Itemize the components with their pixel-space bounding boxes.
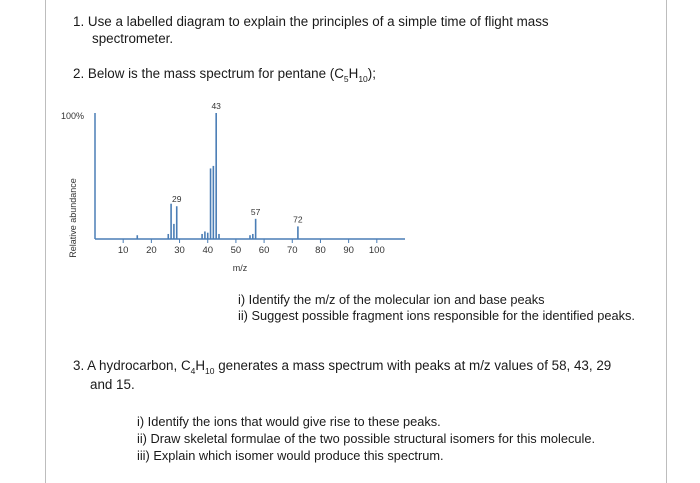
question-3-prefix: 3. A hydrocarbon, C bbox=[73, 358, 191, 373]
question-3-suffix: generates a mass spectrum with peaks at m/z values of 58, 43, 29 bbox=[214, 358, 612, 373]
q3-hydrogen: H bbox=[195, 358, 206, 373]
y-axis-label: Relative abundance bbox=[68, 178, 78, 258]
q3-subscript-carbon: 4 bbox=[190, 366, 196, 376]
x-tick-label: 80 bbox=[315, 245, 326, 256]
page-frame-left bbox=[45, 0, 46, 483]
question-2-parts bbox=[238, 292, 635, 324]
y-top-label: 100% bbox=[61, 111, 85, 121]
peak-label: 29 bbox=[171, 194, 182, 205]
x-tick-label: 100 bbox=[368, 245, 385, 256]
formula-subscript-carbon: 5 bbox=[343, 74, 349, 84]
x-tick-label: 40 bbox=[202, 245, 214, 256]
question-3-parts bbox=[137, 413, 595, 464]
x-tick-label: 50 bbox=[230, 245, 242, 256]
question-1-text-line1: Use a labelled diagram to explain the principles of a simple time of flight mass bbox=[87, 14, 549, 29]
question-2-intro bbox=[73, 65, 633, 84]
question-2-part-i: i) Identify the m/z of the molecular ion and base peaks bbox=[238, 292, 545, 307]
question-3 bbox=[73, 357, 653, 393]
x-tick-label: 60 bbox=[258, 245, 270, 256]
x-tick-label: 10 bbox=[117, 245, 129, 256]
x-axis-label: m/z bbox=[232, 263, 248, 273]
question-1 bbox=[73, 13, 633, 47]
question-3-part-i: i) Identify the ions that would give rise to these peaks. bbox=[137, 414, 441, 429]
x-tick-label: 30 bbox=[174, 245, 185, 256]
peak-label: 43 bbox=[211, 101, 221, 111]
question-1-text-line2: spectrometer. bbox=[92, 31, 174, 46]
question-1-number: 1. bbox=[73, 14, 85, 29]
question-3-part-iii: iii) Explain which isomer would produce this spectrum. bbox=[137, 448, 444, 463]
page-frame-right bbox=[666, 0, 667, 483]
question-2-suffix: ); bbox=[367, 66, 376, 81]
mass-spectrum-chart bbox=[55, 96, 405, 281]
mass-spectrum-svg bbox=[55, 96, 405, 276]
x-tick-label: 90 bbox=[343, 245, 354, 256]
question-2-part-ii: ii) Suggest possible fragment ions responsible for the identified peaks. bbox=[238, 308, 635, 323]
formula-hydrogen: H bbox=[348, 66, 359, 81]
q3-subscript-hydrogen: 10 bbox=[205, 366, 215, 376]
formula-subscript-hydrogen: 10 bbox=[358, 74, 368, 84]
peak-label: 72 bbox=[293, 214, 303, 225]
x-tick-label: 70 bbox=[286, 245, 298, 256]
peak-label: 57 bbox=[250, 206, 261, 217]
question-2-prefix: 2. Below is the mass spectrum for pentane (C bbox=[73, 66, 344, 81]
x-tick-label: 20 bbox=[146, 245, 157, 256]
question-3-part-ii: ii) Draw skeletal formulae of the two possible structural isomers for this molecule. bbox=[137, 431, 596, 446]
question-3-line2: and 15. bbox=[90, 377, 135, 392]
